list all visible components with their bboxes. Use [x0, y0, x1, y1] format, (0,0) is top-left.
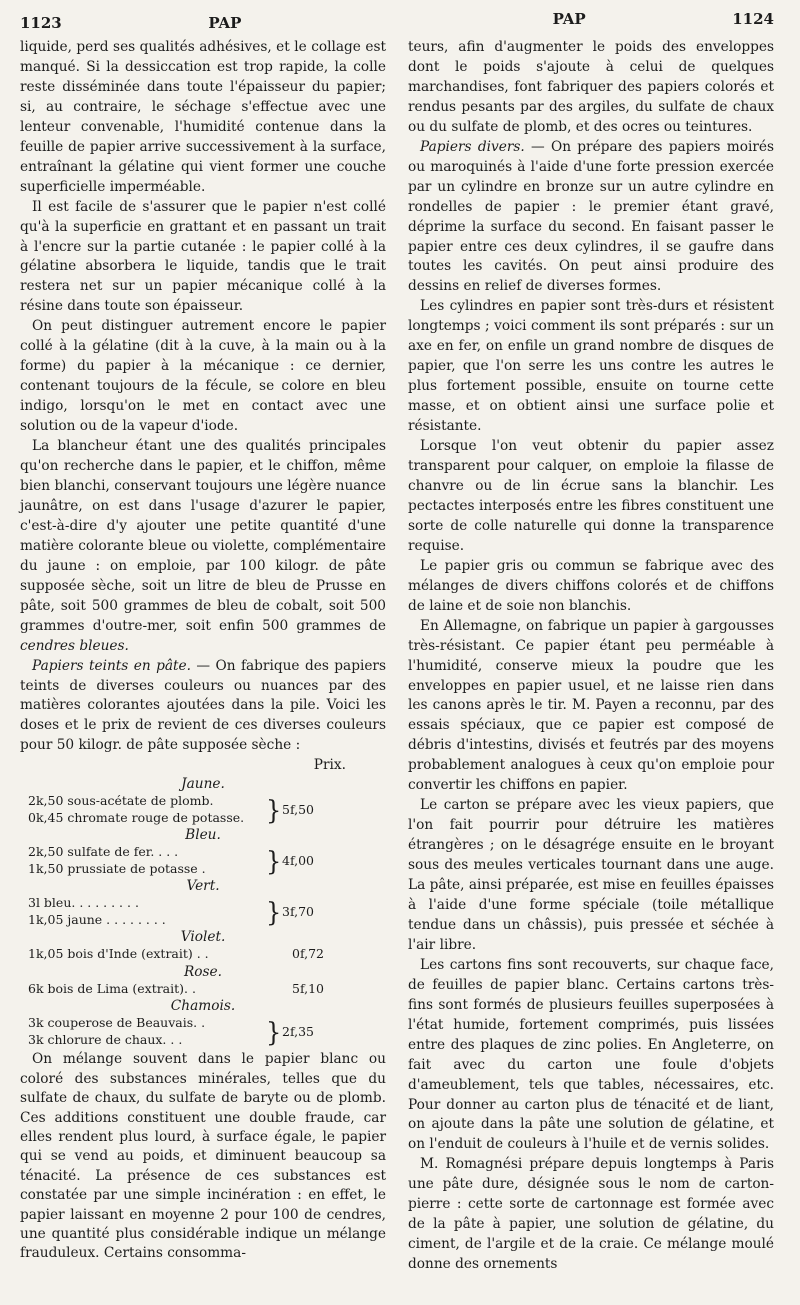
dye-row: 6k bois de Lima (extrait). . 5f,10	[28, 980, 325, 996]
paragraph: En Allemagne, on fabrique un papier à gargousses très-résistant. Ce papier étant peu perméable à l'humidité, conserve mieux la poudre que les enveloppes en papier usuel, et ne laisse rien dans les canons après le tir. M. Payen a reconnu, par des essais spéciaux, que ce papier est composé de débris d'intestins, divisés et feutrés par des moyens probablement analogues à ceux qu'on emploie pour convertir les chiffons en papier.	[408, 617, 774, 794]
paragraph: Papiers divers. — On prépare des papiers moirés ou maroquinés à l'aide d'une forte pression exercée par un cylindre en bronze sur un autre cylindre en rondelles de papier : le premier étant gravé, déprime la surface du second. En faisant passer le papier entre ces deux cylindres, il se gaufre dans toutes les cavités. On peut ainsi produire des dessins en relief de diverses formes.	[408, 138, 774, 295]
paragraph: teurs, afin d'augmenter le poids des enveloppes dont le poids s'ajoute à celui de quelques marchandises, font fabriquer des papiers colorés et rendus pesants par des argiles, du sulfate de chaux ou du sulfate de plomb, et des ocres ou teintures.	[408, 39, 774, 135]
section-title: Papiers divers.	[420, 138, 525, 155]
paragraph: M. Romagnési prépare depuis longtemps à Paris une pâte dure, désignée sous le nom de carton-pierre : cette sorte de cartonnage est formée avec de la pâte à papier, une solution de gélatine, du ciment, de l'argile et de la craie. Ce mélange moulé donne des ornements	[408, 1156, 774, 1273]
section-title: Papiers teints en pâte.	[32, 657, 191, 674]
paragraph: Papiers teints en pâte. — On fabrique des papiers teints de diverses couleurs ou nuances par des matières colorantes ajoutées dans la pile. Voici les doses et le prix de revient de ces diverses couleurs pour 50 kilogr. de pâte supposée sèche :	[20, 657, 386, 754]
dye-price: 0f,72	[292, 946, 325, 962]
dye-category: Bleu.	[185, 827, 221, 844]
paragraph: La blancheur étant une des qualités principales qu'on recherche dans le papier, et le chiffon, même bien blanchi, conservant toujours une légère nuance jaunâtre, on est dans l'usage d'azurer le papier, c'est-à-dire d'y ajouter une petite quantité d'une matière colorante bleue ou violette, complémentaire du jaune : on emploie, par 100 kilogr. de pâte supposée sèche, soit un litre de bleu de Prusse en pâte, soit 500 grammes de bleu de cobalt, soit 500 grammes d'outre-mer, soit enfin 500 grammes de cendres bleues.	[20, 438, 386, 654]
right-page-number: 1124	[732, 10, 774, 28]
right-column	[408, 38, 774, 1275]
brace: }	[266, 794, 282, 826]
dye-row: 3l bleu. . . . . . . . . 1k,05 jaune . . . . . . . . } 3f,70	[28, 895, 315, 928]
dye-category: Rose.	[183, 963, 223, 980]
brace: }	[266, 896, 282, 928]
left-running-head: PAP	[208, 14, 242, 32]
dye-row: 1k,05 bois d'Inde (extrait) . . 0f,72	[28, 946, 325, 962]
paragraph: Lorsque l'on veut obtenir du papier assez transparent pour calquer, on emploie la filasse de chanvre ou de lin écrue sans la blanchir. Les pectactes interposés entre les fibres constituent une sorte de colle naturelle qui donne la transparence requise.	[408, 438, 774, 554]
paragraph: Les cartons fins sont recouverts, sur chaque face, de feuilles de papier blanc. Certains cartons très-fins sont formés de plusieurs feuilles superposées à l'état humide, fortement comprimés, puis lissées entre des plaques de zinc polies. En Angleterre, on fait avec du carton une foule d'objets d'ameublement, tels que tables, nécessaires, etc. Pour donner au carton plus de ténacité et de liant, on ajoute dans la pâte une solution de gélatine, et on l'enduit de couleurs à l'huile et de vernis solides.	[408, 956, 774, 1153]
dye-category: Jaune.	[181, 776, 225, 793]
brace: }	[266, 845, 282, 877]
right-running-head: PAP	[552, 10, 586, 28]
dye-price: 5f,50	[282, 801, 315, 817]
italic-term: cendres bleues.	[20, 637, 129, 654]
dye-price: 5f,10	[292, 980, 325, 996]
dye-table	[20, 775, 386, 1048]
dye-row: 2k,50 sulfate de fer. . . . 1k,50 prussiate de potasse . } 4f,00	[28, 844, 315, 877]
left-page-number: 1123	[20, 14, 62, 32]
paragraph: Les cylindres en papier sont très-durs et résistent longtemps ; voici comment ils sont préparés : sur un axe en fer, on enfile un grand nombre de disques de papier, que l'on serre les uns contre les autres le plus fortement possible, ensuite on tourne cette masse, et on obtient ainsi une surface polie et résistante.	[408, 298, 774, 435]
dye-category: Vert.	[186, 878, 220, 895]
paragraph: Le papier gris ou commun se fabrique avec des mélanges de divers chiffons colorés et de chiffons de laine et de soie non blanchis.	[408, 557, 774, 614]
dye-price: 3f,70	[282, 903, 315, 919]
paragraph: Il est facile de s'assurer que le papier n'est collé qu'à la superficie en grattant et en passant un trait à l'encre sur la partie cutanée : le papier collé à la gélatine absorbera le liquide, tandis que le trait restera net sur un papier mécanique collé à la résine dans toute son épaisseur.	[20, 198, 386, 315]
dye-price: 2f,35	[282, 1023, 315, 1039]
paragraph: On peut distinguer autrement encore le papier collé à la gélatine (dit à la cuve, à la main ou à la forme) du papier à la mécanique : ce dernier, contenant toujours de la fécule, se colore en bleu indigo, lorsqu'on le met en contact avec une solution ou de la vapeur d'iode.	[20, 318, 386, 435]
right-header	[406, 10, 774, 28]
left-header	[20, 14, 388, 32]
dye-row: 2k,50 sous-acétate de plomb. 0k,45 chromate rouge de potasse. } 5f,50	[28, 793, 315, 826]
dye-price: 4f,00	[282, 852, 315, 868]
dye-category: Chamois.	[170, 998, 236, 1015]
dye-category: Violet.	[180, 929, 226, 946]
running-header	[20, 10, 774, 36]
left-column	[20, 38, 386, 1275]
price-column-label: Prix.	[313, 757, 346, 774]
paragraph: Le carton se prépare avec les vieux papiers, que l'on fait pourrir pour détruire les matières étrangères ; on le désagrége ensuite en le broyant sous des meules verticales tournant dans une auge. La pâte, ainsi préparée, est mise en feuilles épaisses à l'aide d'une forme spéciale (toile métallique tendue dans un châssis), puis pressée et séchée à l'air libre.	[408, 797, 774, 953]
paragraph: liquide, perd ses qualités adhésives, et le collage est manqué. Si la dessiccation est trop rapide, la colle reste disséminée dans toute l'épaisseur du papier; si, au contraire, le séchage s'effectue avec une lenteur convenable, l'humidité contenue dans la feuille de papier arrive successivement à la surface, entraînant la gélatine qui vient former une couche superficielle imperméable.	[20, 39, 386, 195]
dye-row: 3k couperose de Beauvais. . 3k chlorure de chaux. . . } 2f,35	[28, 1015, 315, 1048]
brace: }	[266, 1016, 282, 1048]
paragraph: On mélange souvent dans le papier blanc ou coloré des substances minérales, telles que du sulfate de chaux, du sulfate de baryte ou de plomb. Ces additions constituent une double fraude, car elles rendent plus lourd, à surface égale, le papier qui se vend au poids, et diminuent beaucoup sa ténacité. La présence de ces substances est constatée par une simple incinération : en effet, le papier laissant en moyenne 2 pour 100 de cendres, une quantité plus considérable indique un mélange frauduleux. Certains consomma-	[20, 1051, 386, 1262]
